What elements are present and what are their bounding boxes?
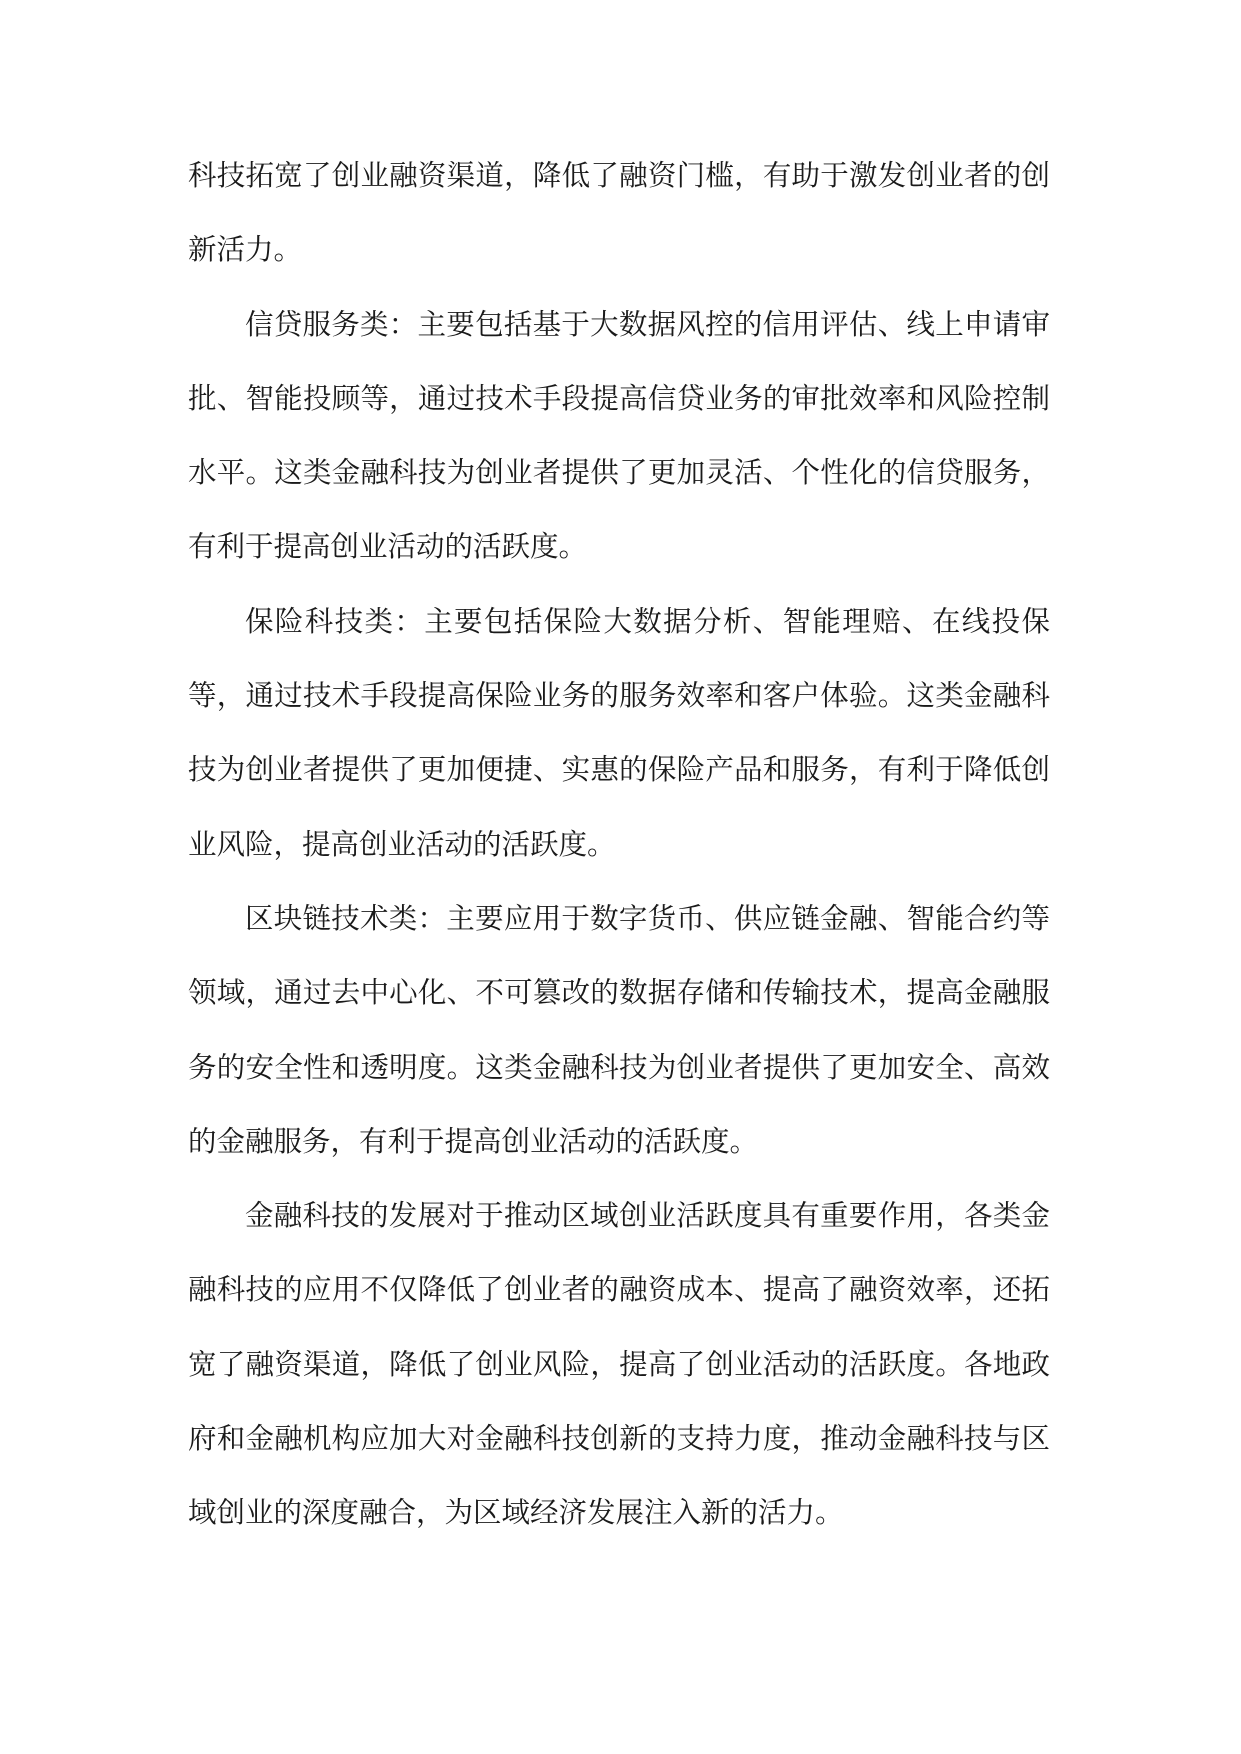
paragraph-continuation: 科技拓宽了创业融资渠道，降低了融资门槛，有助于激发创业者的创新活力。 bbox=[188, 159, 1050, 267]
paragraph-insurtech: 保险科技类：主要包括保险大数据分析、智能理赔、在线投保等，通过技术手段提高保险业务的服务效率和客户体验。这类金融科技为创业者提供了更加便捷、实惠的保险产品和服务，有利于降低创业风险，提高创业活动的活跃度。 bbox=[188, 604, 1050, 861]
paragraph-conclusion: 金融科技的发展对于推动区域创业活跃度具有重要作用，各类金融科技的应用不仅降低了创业者的融资成本、提高了融资效率，还拓宽了融资渠道，降低了创业风险，提高了创业活动的活跃度。各地政府和金融机构应加大对金融科技创新的支持力度，推动金融科技与区域创业的深度融合，为区域经济发展注入新的活力。 bbox=[188, 1199, 1050, 1530]
body-text bbox=[188, 139, 1050, 1551]
paragraph-credit-services: 信贷服务类：主要包括基于大数据风控的信用评估、线上申请审批、智能投顾等，通过技术手段提高信贷业务的审批效率和风险控制水平。这类金融科技为创业者提供了更加灵活、个性化的信贷服务，有利于提高创业活动的活跃度。 bbox=[188, 307, 1050, 564]
paragraph-blockchain: 区块链技术类：主要应用于数字货币、供应链金融、智能合约等领域，通过去中心化、不可篡改的数据存储和传输技术，提高金融服务的安全性和透明度。这类金融科技为创业者提供了更加安全、高效的金融服务，有利于提高创业活动的活跃度。 bbox=[188, 901, 1050, 1158]
